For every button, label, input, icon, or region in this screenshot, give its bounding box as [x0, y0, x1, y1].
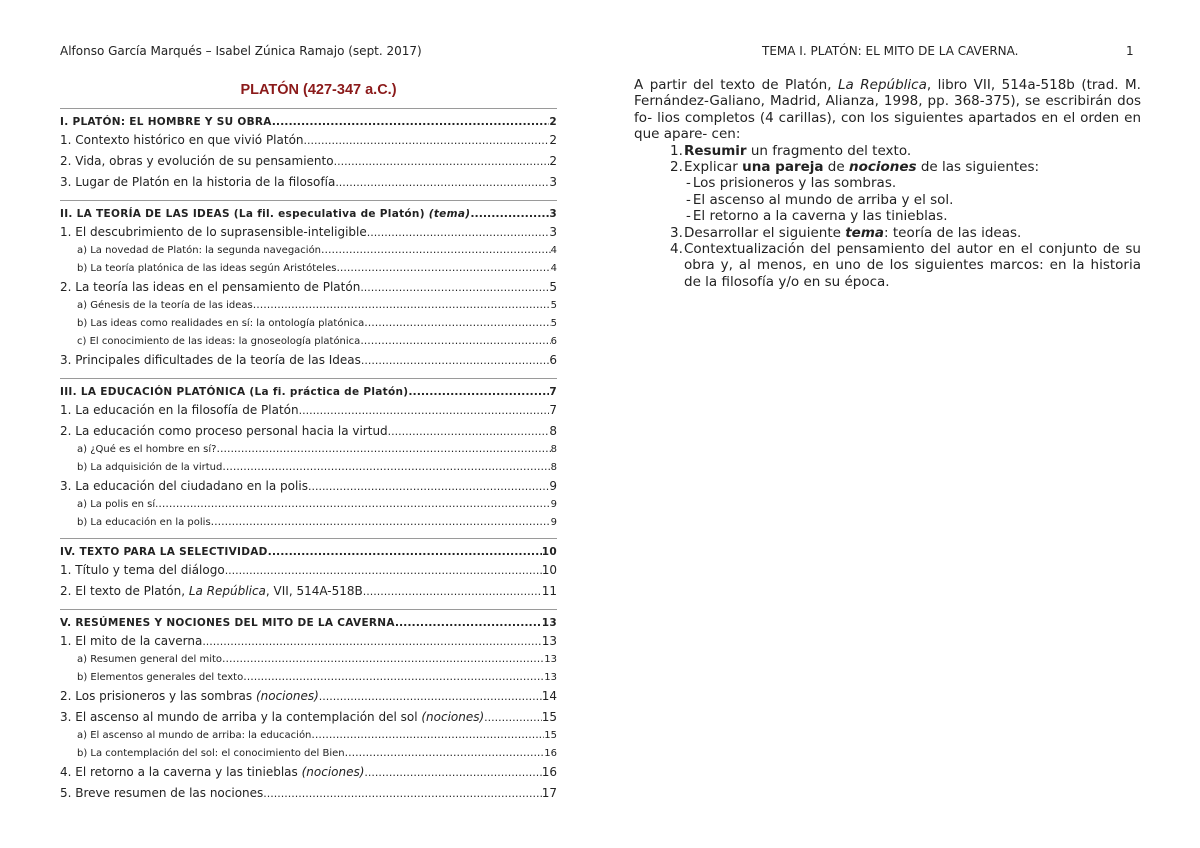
toc-subitem[interactable]: b) La contemplación del sol: el conocimiento del Bien ..... 16: [60, 744, 557, 762]
toc-subitem[interactable]: a) La polis en sí. ..... 9: [60, 495, 557, 513]
toc-section[interactable]: V. RESÚMENES Y NOCIONES DEL MITO DE LA CAVERNA ..... 13: [60, 609, 557, 631]
toc-item[interactable]: 3. Lugar de Platón en la historia de la filosofía ..... 3: [60, 172, 557, 193]
toc-item[interactable]: 3. Principales dificultades de la teoría de las Ideas ..... 6: [60, 350, 557, 371]
toc-item[interactable]: 2. Los prisioneros y las sombras (nociones) ..... 14: [60, 686, 557, 707]
table-of-contents: [60, 108, 557, 804]
toc-subitem[interactable]: b) La educación en la polis ..... 9: [60, 513, 557, 531]
toc-item[interactable]: 1. El mito de la caverna ..... 13: [60, 631, 557, 652]
header-topic: TEMA I. PLATÓN: EL MITO DE LA CAVERNA.: [762, 44, 1019, 58]
toc-item[interactable]: 2. Vida, obras y evolución de su pensamiento ..... 2: [60, 151, 557, 172]
toc-subitem[interactable]: b) La teoría platónica de las ideas según Aristóteles ..... 4: [60, 259, 557, 277]
toc-subitem[interactable]: b) Las ideas como realidades en sí: la ontología platónica ..... 5: [60, 314, 557, 332]
page-number: 1: [1126, 44, 1134, 58]
toc-section[interactable]: III. LA EDUCACIÓN PLATÓNICA (La fi. práctica de Platón) ..... 7: [60, 378, 557, 400]
nociones-list: [670, 175, 1141, 224]
task-item: 2.Explicar una pareja de nociones de las siguientes: - Los prisioneros y las sombras. - El ascenso al mundo de arriba y el sol. - El retorno a la caverna y las tinieblas.: [670, 159, 1141, 225]
toc-item[interactable]: 3. La educación del ciudadano en la polis ..... 9: [60, 476, 557, 497]
toc-item[interactable]: 2. La educación como proceso personal hacia la virtud ..... 8: [60, 421, 557, 442]
toc-item[interactable]: 3. El ascenso al mundo de arriba y la contemplación del sol (nociones) ..... 15: [60, 707, 557, 728]
toc-subitem[interactable]: b) Elementos generales del texto ..... 13: [60, 668, 557, 686]
toc-item[interactable]: 2. La teoría las ideas en el pensamiento de Platón ..... 5: [60, 277, 557, 298]
nocion-item: - Los prisioneros y las sombras.: [686, 175, 1141, 191]
task-item: 1.Resumir un fragmento del texto.: [670, 142, 912, 159]
toc-item[interactable]: 5. Breve resumen de las nociones ..... 17: [60, 783, 557, 804]
table-of-contents-column: [60, 82, 557, 804]
task-item: 4. Contextualización del pensamiento del autor en el conjunto de su obra y, al menos, en uno de los siguientes marcos: en la historia de la filosofía y/o en su época.: [670, 241, 1141, 290]
header-authors: Alfonso García Marqués – Isabel Zúnica Ramajo (sept. 2017): [60, 44, 422, 58]
toc-subitem[interactable]: a) La novedad de Platón: la segunda navegación ..... 4: [60, 241, 557, 259]
toc-subitem[interactable]: a) Resumen general del mito ..... 13: [60, 650, 557, 668]
toc-subitem[interactable]: b) La adquisición de la virtud ..... 8: [60, 458, 557, 476]
nocion-item: - El retorno a la caverna y las tinieblas.: [686, 208, 1141, 224]
intro-paragraph: A partir del texto de Platón, La República, libro VII, 514a-518b (trad. M. Fernández-Galiano, Madrid, Alianza, 1998, pp. 368-375), se escribirán dos fo- lios completos (4 carillas), con los siguientes apartados en el orden en que apare- cen:: [634, 77, 1141, 143]
toc-section[interactable]: IV. TEXTO PARA LA SELECTIVIDAD ..... 10: [60, 538, 557, 560]
toc-item[interactable]: 1. La educación en la filosofía de Platón ..... 7: [60, 400, 557, 421]
toc-section[interactable]: I. PLATÓN: EL HOMBRE Y SU OBRA ..... 2: [60, 108, 557, 130]
toc-section[interactable]: II. LA TEORÍA DE LAS IDEAS (La fil. especulativa de Platón) (tema) ..... 3: [60, 200, 557, 222]
toc-item[interactable]: 2. El texto de Platón, La República, VII, 514A-518B ..... 11: [60, 581, 557, 602]
document-title: PLATÓN (427-347 a.C.): [240, 82, 397, 98]
toc-item[interactable]: 1. El descubrimiento de lo suprasensible-inteligible ..... 3: [60, 222, 557, 243]
task-list: [634, 143, 1141, 291]
toc-subitem[interactable]: a) ¿Qué es el hombre en sí? ..... 8: [60, 440, 557, 458]
task-item: 3.Desarrollar el siguiente tema: teoría de las ideas.: [670, 224, 1022, 241]
toc-item[interactable]: 4. El retorno a la caverna y las tinieblas (nociones) ..... 16: [60, 762, 557, 783]
instructions-column: [634, 77, 1141, 290]
toc-subitem[interactable]: a) El ascenso al mundo de arriba: la educación ..... 15: [60, 726, 557, 744]
toc-subitem[interactable]: c) El conocimiento de las ideas: la gnoseología platónica ..... 6: [60, 332, 557, 350]
toc-item[interactable]: 1. Título y tema del diálogo ..... 10: [60, 560, 557, 581]
toc-subitem[interactable]: a) Génesis de la teoría de las ideas ..... 5: [60, 296, 557, 314]
toc-item[interactable]: 1. Contexto histórico en que vivió Platón ..... 2: [60, 130, 557, 151]
nocion-item: - El ascenso al mundo de arriba y el sol.: [686, 192, 1141, 208]
